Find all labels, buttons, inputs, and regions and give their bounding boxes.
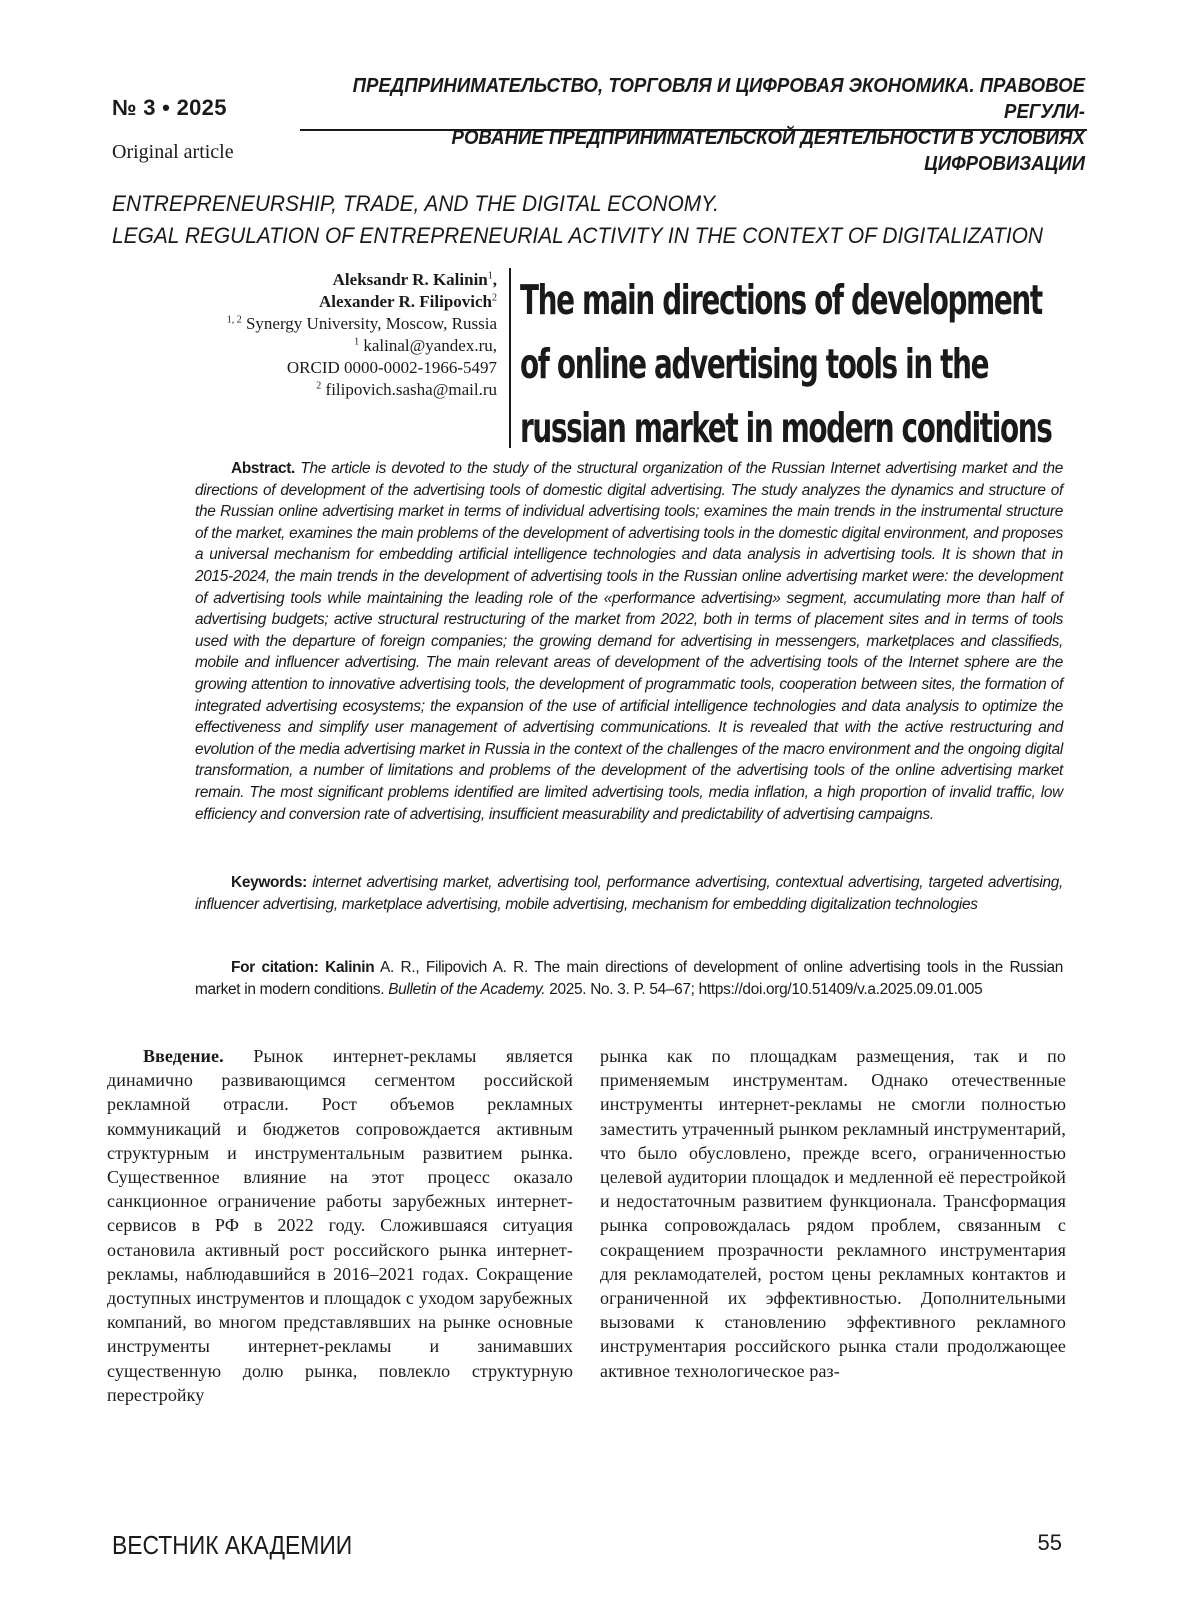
section-heading-line-2: LEGAL REGULATION OF ENTREPRENEURIAL ACTIVITY IN THE CONTEXT OF DIGITALIZATION bbox=[112, 223, 1043, 248]
article-title bbox=[520, 268, 1051, 460]
affiliation-text: Synergy University, Moscow, Russia bbox=[241, 314, 497, 333]
section-heading bbox=[112, 188, 1043, 252]
journal-rubric bbox=[350, 73, 1085, 177]
body-column-right: рынка как по площадкам размещения, так и по применяемым инструментам. Однако отечественные инструменты интернет-рекламы не смогли полностью заместить утраченный рынком рекламный инструментарий, что было обусловлено, прежде всего, ограниченностью целевой аудитории площадок и медленной её перестройкой и недостаточным развитием функционала. Трансформация рынка сопровождалась рядом проблем, связанным с сокращением прозрачности рекламного инструментария для рекламодателей, ростом цены рекламных контактов и ограниченной их эффективностью. Дополнительными вызовами к становлению эффективного рекламного инструментария российского рынка стали продолжающее активное технологическое раз- bbox=[600, 1046, 1066, 1381]
body-left-text: Рынок интернет-рекламы является динамично развивающимся сегментом российской рекламной отрасли. Рост объемов рекламных коммуникаций и бюджетов сопровождается активным структурным и инструментальным развитием рынка. Существенное влияние на этот процесс оказало санкционное ограничение работы зарубежных интернет-сервисов в РФ в 2022 году. Сложившаяся ситуация остановила активный рост российского рынка интернет-рекламы, наблюдавшийся в 2016–2021 годах. Сокращение доступных инструментов и площадок с уходом зарубежных компаний, во многом представлявших на рынке основные инструменты интернет-рекламы и занимавших существенную долю рынка, повлекло структурную перестройку bbox=[107, 1046, 573, 1405]
header-divider bbox=[300, 129, 1087, 131]
citation-text-2: 2025. No. 3. P. 54–67; https://doi.org/10.51409/v.a.2025.09.01.005 bbox=[545, 980, 983, 998]
citation-journal: Bulletin of the Academy. bbox=[388, 980, 546, 998]
email-1-text: kalinal@yandex.ru, bbox=[359, 336, 497, 355]
email-2-sup: 2 bbox=[316, 380, 322, 392]
keywords bbox=[195, 872, 1063, 915]
author-1 bbox=[112, 269, 497, 291]
affiliation-sup: 1, 2 bbox=[226, 314, 242, 326]
abstract bbox=[195, 458, 1063, 825]
email-2-text: filipovich.sasha@mail.ru bbox=[321, 380, 497, 399]
email-1 bbox=[112, 335, 497, 357]
issue-number: № 3 • 2025 bbox=[112, 95, 227, 120]
body-column-left bbox=[107, 1044, 573, 1407]
keywords-label: Keywords: bbox=[231, 874, 307, 891]
email-2 bbox=[112, 379, 497, 401]
article-title-line-1: The main directions of development bbox=[520, 276, 1042, 324]
author-2 bbox=[112, 291, 497, 313]
citation-label: For citation: bbox=[231, 959, 319, 976]
authors-block bbox=[112, 269, 497, 401]
intro-label: Введение. bbox=[143, 1046, 224, 1066]
citation bbox=[195, 957, 1063, 1000]
affiliation bbox=[112, 313, 497, 335]
author-2-name: Alexander R. Filipovich bbox=[319, 292, 492, 311]
section-heading-line-1: ENTREPRENEURSHIP, TRADE, AND THE DIGITAL ECONOMY. bbox=[112, 191, 719, 216]
abstract-label: Abstract. bbox=[231, 460, 296, 477]
citation-text-1: A. R., Filipovich A. R. The main directions of development of online advertising tools in the Russian market in modern conditions. bbox=[195, 959, 1063, 998]
article-type: Original article bbox=[112, 141, 234, 163]
article-title-line-3: russian market in modern conditions bbox=[520, 404, 1052, 452]
orcid: ORCID 0000-0002-1966-5497 bbox=[286, 358, 497, 377]
article-title-line-2: of online advertising tools in the bbox=[520, 340, 989, 388]
abstract-text: The article is devoted to the study of the structural organization of the Russian Internet advertising market and the directions of development of the advertising tools of domestic digital advertising. The study analyzes the dynamics and structure of the Russian online advertising market in terms of individual advertising tools; examines the main trends in the instrumental structure of the market, examines the main problems of the development of advertising tools in the domestic digital environment, and proposes a universal mechanism for embedding artificial intelligence technologies and data analysis in advertising tools. It is shown that in 2015-2024, the main trends in the development of advertising tools in the Russian online advertising market were: the development of advertising tools while maintaining the leading role of the «performance advertising» segment, accumulating more than half of advertising budgets; active structural restructuring of the market from 2022, both in terms of placement sites and in terms of tools used with the departure of foreign companies; the growing demand for advertising in messengers, marketplaces and classifieds, mobile and influencer advertising. The main relevant areas of development of the advertising tools of the Internet sphere are the growing attention to innovative advertising tools, the development of programmatic tools, cooperation between sites, the formation of integrated advertising ecosystems; the expansion of the use of artificial intelligence technologies and data analysis to optimize the effectiveness and simplify user management of advertising communications. It is revealed that with the active restructuring and evolution of the media advertising market in Russia in the context of the challenges of the macro environment and the ongoing digital transformation, a number of limitations and problems of the development of the advertising tools of the online advertising market remain. The most significant problems identified are limited advertising tools, media inflation, a high proportion of invalid traffic, low efficiency and conversion rate of advertising, insufficient measurability and predictability of advertising campaigns. bbox=[195, 460, 1063, 823]
page-number: 55 bbox=[1037, 1530, 1062, 1555]
author-2-sup: 2 bbox=[492, 292, 497, 304]
footer-journal-name: ВЕСТНИК АКАДЕМИИ bbox=[112, 1530, 353, 1560]
citation-author: Kalinin bbox=[318, 959, 375, 976]
journal-rubric-line-2: РОВАНИЕ ПРЕДПРИНИМАТЕЛЬСКОЙ ДЕЯТЕЛЬНОСТИ В УСЛОВИЯХ ЦИФРОВИЗАЦИИ bbox=[451, 127, 1086, 175]
email-1-sup: 1 bbox=[354, 336, 360, 348]
title-divider bbox=[509, 268, 511, 448]
author-1-sup: 1 bbox=[487, 270, 493, 282]
author-1-name: Aleksandr R. Kalinin bbox=[332, 270, 488, 289]
author-1-comma: , bbox=[492, 270, 497, 289]
journal-rubric-line-1: ПРЕДПРИНИМАТЕЛЬСТВО, ТОРГОВЛЯ И ЦИФРОВАЯ ЭКОНОМИКА. ПРАВОВОЕ РЕГУЛИ- bbox=[352, 75, 1085, 123]
keywords-text: internet advertising market, advertising tool, performance advertising, contextual advertising, targeted advertising, influencer advertising, marketplace advertising, mobile advertising, mechanism for embedding digitalization technologies bbox=[195, 874, 1063, 913]
